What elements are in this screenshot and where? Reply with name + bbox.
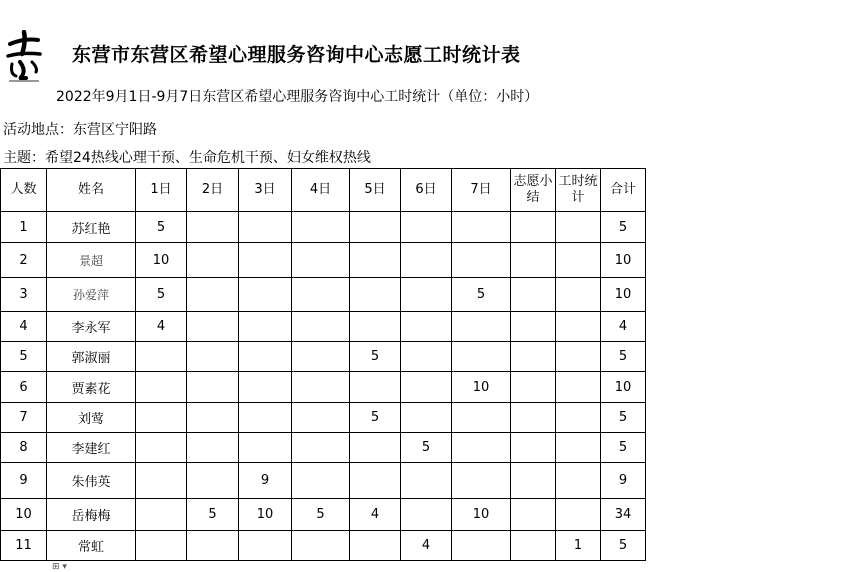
cell-day3[interactable] [239,212,292,243]
cell-day2[interactable] [187,212,239,243]
cell-name[interactable]: 孙爱萍 [47,278,136,312]
cell-total[interactable]: 5 [601,342,646,372]
cell-day3[interactable] [239,372,292,403]
cell-day4[interactable] [292,243,350,278]
header-total: 合计 [601,169,646,212]
cell-day4[interactable] [292,531,350,561]
cell-day5[interactable]: 4 [350,499,401,531]
cell-count[interactable]: 8 [1,433,47,463]
cell-day1[interactable] [136,433,187,463]
cell-total[interactable]: 10 [601,372,646,403]
cell-volunteer-summary[interactable] [511,531,556,561]
table-row [1,312,646,342]
cell-day2[interactable] [187,531,239,561]
header-day6: 6日 [401,169,452,212]
cell-day2[interactable] [187,243,239,278]
cell-day4[interactable] [292,342,350,372]
header-day3: 3日 [239,169,292,212]
zhi-calligraphy-logo-icon [4,30,44,86]
cell-day4[interactable] [292,433,350,463]
cell-total[interactable]: 5 [601,403,646,433]
page-subtitle: 2022年9月1日-9月7日东营区希望心理服务咨询中心工时统计（单位：小时） [56,89,539,105]
cell-day1[interactable] [136,531,187,561]
cell-day1[interactable] [136,499,187,531]
cell-hour-stats[interactable] [556,212,601,243]
cell-hour-stats[interactable] [556,278,601,312]
cell-day4[interactable] [292,372,350,403]
header-day1: 1日 [136,169,187,212]
cell-day7[interactable] [452,312,511,342]
cell-hour-stats[interactable] [556,342,601,372]
cell-day5[interactable]: 5 [350,403,401,433]
cell-day3[interactable]: 9 [239,463,292,499]
cell-day1[interactable]: 5 [136,212,187,243]
cell-day5[interactable] [350,243,401,278]
cell-day4[interactable]: 5 [292,499,350,531]
page-title: 东营市东营区希望心理服务咨询中心志愿工时统计表 [72,44,521,66]
table-header-row [1,169,646,212]
cell-count[interactable]: 3 [1,278,47,312]
cell-day3[interactable] [239,342,292,372]
table-row [1,372,646,403]
cell-hour-stats[interactable] [556,433,601,463]
cell-day7[interactable] [452,243,511,278]
table-row [1,403,646,433]
table-row [1,433,646,463]
cell-day3[interactable] [239,278,292,312]
cell-day6[interactable] [401,372,452,403]
cell-hour-stats[interactable] [556,312,601,342]
cell-name[interactable]: 郭淑丽 [47,342,136,372]
cell-hour-stats[interactable] [556,499,601,531]
header-day7: 7日 [452,169,511,212]
cell-count[interactable]: 5 [1,342,47,372]
cell-volunteer-summary[interactable] [511,463,556,499]
cell-count[interactable]: 7 [1,403,47,433]
cell-day3[interactable] [239,312,292,342]
cell-name[interactable]: 苏红艳 [47,212,136,243]
cell-day5[interactable] [350,433,401,463]
cell-day6[interactable] [401,499,452,531]
cell-day7[interactable]: 5 [452,278,511,312]
cell-volunteer-summary[interactable] [511,433,556,463]
cell-day7[interactable] [452,463,511,499]
cell-hour-stats[interactable] [556,372,601,403]
table-row [1,342,646,372]
cell-name[interactable]: 贾素花 [47,372,136,403]
table-row [1,278,646,312]
header-volunteer-summary: 志愿小结 [511,169,556,212]
header-day2: 2日 [187,169,239,212]
cell-day6[interactable] [401,403,452,433]
cell-total[interactable]: 4 [601,312,646,342]
cell-day6[interactable] [401,278,452,312]
header-name: 姓名 [47,169,136,212]
cell-day6[interactable] [401,212,452,243]
table-row [1,531,646,561]
cell-day1[interactable] [136,463,187,499]
cell-count[interactable]: 4 [1,312,47,342]
cell-total[interactable]: 10 [601,243,646,278]
cell-total[interactable]: 34 [601,499,646,531]
cell-name[interactable]: 刘莺 [47,403,136,433]
header-day4: 4日 [292,169,350,212]
cell-volunteer-summary[interactable] [511,499,556,531]
cell-count[interactable]: 1 [1,212,47,243]
cell-day2[interactable] [187,463,239,499]
header-hour-stats: 工时统计 [556,169,601,212]
cell-hour-stats[interactable] [556,243,601,278]
cell-volunteer-summary[interactable] [511,342,556,372]
cell-day3[interactable] [239,403,292,433]
cell-volunteer-summary[interactable] [511,403,556,433]
cell-total[interactable]: 10 [601,278,646,312]
cell-day7[interactable]: 10 [452,499,511,531]
header-count: 人数 [1,169,47,212]
cell-total[interactable]: 9 [601,463,646,499]
cell-total[interactable]: 5 [601,433,646,463]
cell-day4[interactable] [292,463,350,499]
cell-day3[interactable]: 10 [239,499,292,531]
cell-day5[interactable] [350,531,401,561]
cell-hour-stats[interactable]: 1 [556,531,601,561]
cell-day1[interactable] [136,403,187,433]
cell-day4[interactable] [292,212,350,243]
cell-day4[interactable] [292,403,350,433]
cell-day1[interactable]: 10 [136,243,187,278]
cell-count[interactable]: 9 [1,463,47,499]
cell-day3[interactable] [239,531,292,561]
cell-day5[interactable] [350,312,401,342]
cell-day3[interactable] [239,433,292,463]
cell-count[interactable]: 2 [1,243,47,278]
cell-day2[interactable] [187,278,239,312]
cell-day7[interactable] [452,403,511,433]
cell-day4[interactable] [292,278,350,312]
cell-day5[interactable] [350,212,401,243]
cell-hour-stats[interactable] [556,403,601,433]
cell-name[interactable]: 李永军 [47,312,136,342]
cell-day5[interactable]: 5 [350,342,401,372]
cell-volunteer-summary[interactable] [511,372,556,403]
table-row [1,499,646,531]
cell-day6[interactable] [401,312,452,342]
cell-volunteer-summary[interactable] [511,312,556,342]
cell-day2[interactable] [187,342,239,372]
cell-volunteer-summary[interactable] [511,278,556,312]
cell-day5[interactable] [350,278,401,312]
cell-name[interactable]: 常虹 [47,531,136,561]
cell-day3[interactable] [239,243,292,278]
cell-day6[interactable]: 4 [401,531,452,561]
cell-day2[interactable] [187,403,239,433]
cell-day7[interactable] [452,433,511,463]
cell-count[interactable]: 6 [1,372,47,403]
cell-total[interactable]: 5 [601,212,646,243]
cell-day2[interactable] [187,372,239,403]
cell-hour-stats[interactable] [556,463,601,499]
cell-total[interactable]: 5 [601,531,646,561]
cell-name[interactable]: 朱伟英 [47,463,136,499]
activity-location: 活动地点：东营区宁阳路 [3,122,157,138]
cell-day7[interactable]: 10 [452,372,511,403]
cell-day7[interactable] [452,212,511,243]
cell-day1[interactable] [136,372,187,403]
cell-day6[interactable] [401,243,452,278]
cell-day2[interactable]: 5 [187,499,239,531]
cell-day5[interactable] [350,463,401,499]
cell-name[interactable]: 李建红 [47,433,136,463]
cell-day4[interactable] [292,312,350,342]
cell-day1[interactable]: 4 [136,312,187,342]
cell-volunteer-summary[interactable] [511,212,556,243]
table-row [1,212,646,243]
cell-name[interactable]: 景超 [47,243,136,278]
cell-day7[interactable] [452,531,511,561]
cell-day7[interactable] [452,342,511,372]
sheet-nav-widget[interactable]: ⊞ ▾ [52,562,67,572]
header-day5: 5日 [350,169,401,212]
cell-day1[interactable] [136,342,187,372]
hours-table [0,168,646,561]
cell-day5[interactable] [350,372,401,403]
cell-day6[interactable] [401,342,452,372]
activity-topic: 主题：希望24热线心理干预、生命危机干预、妇女维权热线 [3,150,371,166]
cell-count[interactable]: 11 [1,531,47,561]
cell-day6[interactable] [401,463,452,499]
table-row [1,243,646,278]
cell-day2[interactable] [187,433,239,463]
table-row [1,463,646,499]
cell-day2[interactable] [187,312,239,342]
cell-volunteer-summary[interactable] [511,243,556,278]
cell-name[interactable]: 岳梅梅 [47,499,136,531]
cell-day6[interactable]: 5 [401,433,452,463]
cell-count[interactable]: 10 [1,499,47,531]
cell-day1[interactable]: 5 [136,278,187,312]
